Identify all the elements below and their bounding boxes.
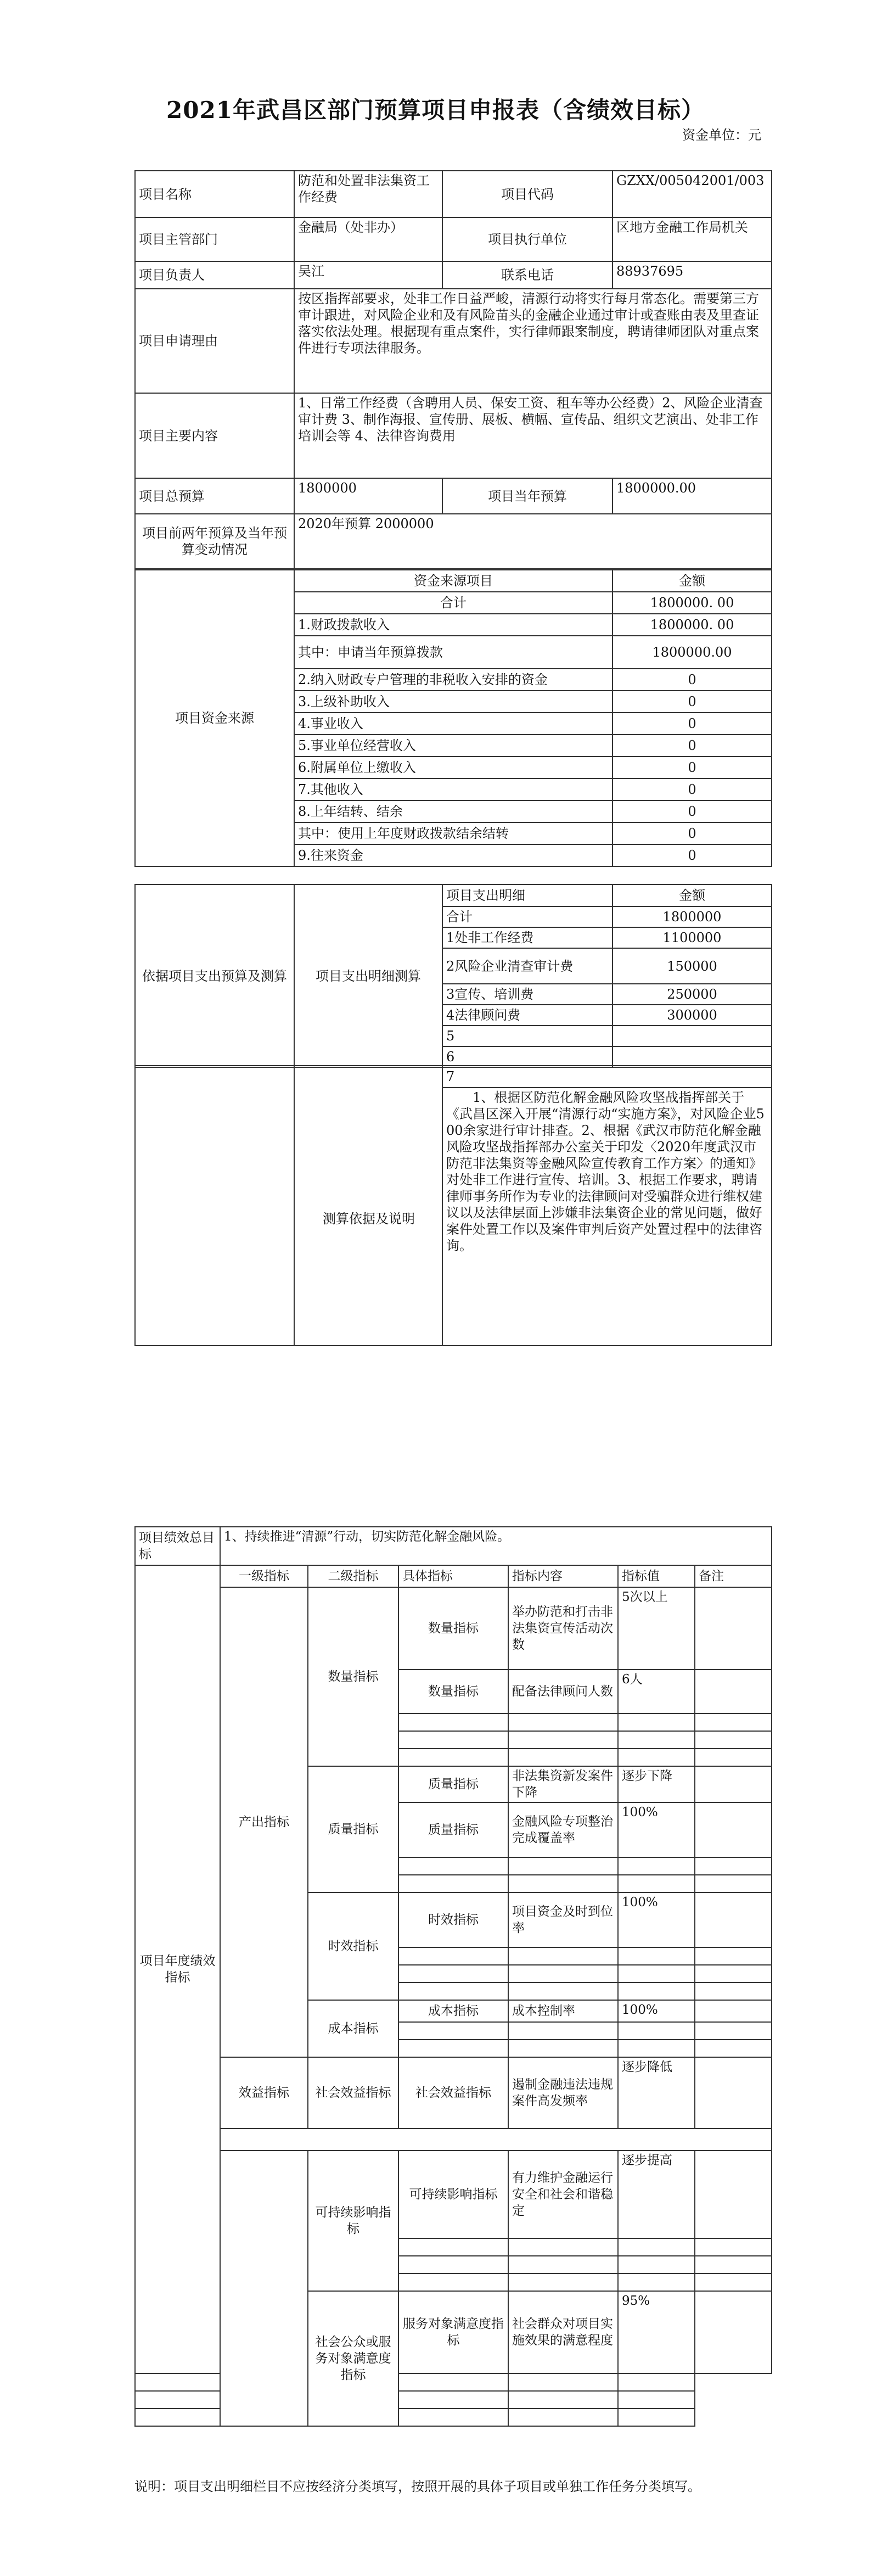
total-budget-label: 项目总预算: [135, 478, 294, 514]
expense-item: 3宣传、培训费: [442, 984, 612, 1005]
perf-level2-label: 成本指标: [308, 2000, 398, 2057]
perf-header-0: 一级指标: [220, 1565, 308, 1587]
perf-indicator-content: 遏制金融违法违规案件高发频率: [508, 2057, 618, 2129]
perf-indicator-name: 可持续影响指标: [398, 2151, 508, 2238]
perf-indicator-value: 100%: [618, 1892, 695, 1947]
perf-remark: [695, 2151, 772, 2238]
perf-row: [135, 2057, 772, 2129]
fund-item: 5.事业单位经营收入: [294, 735, 612, 757]
perf-indicator-value: 逐步下降: [618, 1766, 695, 1802]
current-budget-value: 1800000.00: [612, 478, 772, 514]
perf-indicator-name: 服务对象满意度指标: [398, 2291, 508, 2373]
perf-indicator-value: 100%: [618, 2000, 695, 2022]
perf-indicator-value: 逐步降低: [618, 2057, 695, 2129]
perf-blank-cell: [398, 1875, 508, 1892]
perf-blank-cell: [695, 2256, 772, 2273]
current-budget-label: 项目当年预算: [442, 478, 612, 514]
basis-table: [134, 1065, 772, 1346]
perf-blank-cell: [618, 2409, 695, 2426]
perf-blank-cell: [398, 1965, 508, 1983]
perf-blank-cell: [135, 2391, 220, 2409]
perf-header-4: 指标值: [618, 1565, 695, 1587]
fund-amount: 1800000. 00: [612, 592, 772, 614]
perf-header-2: 具体指标: [398, 1565, 508, 1587]
fund-section-label: 项目资金来源: [135, 570, 294, 866]
perf-blank-cell: [695, 2022, 772, 2040]
perf-blank-cell: [398, 2273, 508, 2291]
expense-detail-label: 项目支出明细测算: [294, 884, 442, 1067]
perf-blank-cell: [695, 2040, 772, 2057]
basis-label: 测算依据及说明: [323, 1211, 415, 1227]
content-value: 1、日常工作经费（含聘用人员、保安工资、租车等办公经费）2、风险企业清查审计费 3、制作海报、宣传册、展板、横幅、宣传品、组织文艺演出、处非工作培训会等 4、法律咨询费用: [294, 393, 772, 478]
fund-item: 2.纳入财政专户管理的非税收入安排的资金: [294, 669, 612, 691]
performance-table: [134, 1526, 772, 2427]
perf-blank-cell: [398, 2022, 508, 2040]
perf-blank-cell: [398, 1983, 508, 2000]
perf-goal-value: 1、持续推进“清源”行动，切实防范化解金融风险。: [220, 1527, 772, 1565]
perf-level2-label: 社会公众或服务对象满意度指标: [308, 2291, 398, 2426]
expense-amount: 1800000: [612, 906, 772, 927]
content-label: 项目主要内容: [135, 393, 294, 478]
perf-level2-label: 时效指标: [308, 1892, 398, 2000]
perf-blank-cell: [618, 2391, 695, 2409]
fund-header-item: 资金来源项目: [294, 570, 612, 592]
expense-amount: [612, 1046, 772, 1067]
perf-indicator-name: 时效指标: [398, 1892, 508, 1947]
perf-blank-cell: [398, 2256, 508, 2273]
expense-item: 6: [442, 1046, 612, 1067]
fund-amount: 1800000. 00: [612, 614, 772, 636]
perf-level2-label: 可持续影响指标: [308, 2151, 398, 2291]
perf-header-3: 指标内容: [508, 1565, 618, 1587]
perf-level2-label: 社会效益指标: [308, 2057, 398, 2129]
dept-value: 金融局（处非办）: [294, 217, 442, 261]
perf-blank-cell: [508, 1875, 618, 1892]
expense-header-item: 项目支出明细: [442, 884, 612, 906]
perf-indicator-content: 举办防范和打击非法集资宣传活动次数: [508, 1587, 618, 1670]
exec-unit-value: 区地方金融工作局机关: [612, 217, 772, 261]
perf-remark: [695, 2057, 772, 2129]
perf-blank-cell: [508, 1947, 618, 1965]
perf-blank-cell: [618, 1983, 695, 2000]
perf-blank-cell: [508, 2273, 618, 2291]
expense-header-amount: 金额: [612, 884, 772, 906]
reason-label: 项目申请理由: [135, 289, 294, 393]
expense-amount: [612, 1026, 772, 1046]
perf-blank-cell: [618, 2373, 695, 2391]
perf-blank-cell: [695, 1749, 772, 1766]
perf-blank-cell: [508, 2040, 618, 2057]
expense-row-7: 7: [442, 1066, 772, 1088]
perf-blank-cell: [398, 2238, 508, 2256]
perf-blank-cell: [695, 1875, 772, 1892]
project-info-table: [134, 170, 772, 569]
perf-remark: [695, 2000, 772, 2022]
perf-blank-cell: [618, 2238, 695, 2256]
expense-section-label: 依据项目支出预算及测算: [135, 884, 294, 1067]
perf-blank-cell: [618, 1713, 695, 1731]
perf-blank-cell: [695, 1947, 772, 1965]
project-name-label: 项目名称: [135, 171, 294, 217]
expense-amount: 1100000: [612, 927, 772, 948]
perf-blank-cell: [220, 2129, 772, 2151]
basis-text: 1、根据区防范化解金融风险攻坚战指挥部关于《武昌区深入开展“清源行动“实施方案》，对风险企业500余家进行审计排查。2、根据《武汉市防范化解金融风险攻坚战指挥部办公室关于印发〈2020年度武汉市防范非法集资等金融风险宣传教育工作方案〉的通知》对处非工作进行宣传、培训。3、根据工作要求，聘请律师事务所作为专业的法律顾问对受骗群众进行维权建议以及法律层面上涉嫌非法集资企业的常见问题，做好案件处置工作以及案件审判后资产处置过程中的法律咨询。: [442, 1088, 772, 1346]
perf-indicator-content: 成本控制率: [508, 2000, 618, 2022]
phone-value: 88937695: [612, 261, 772, 289]
perf-blank-cell: [508, 1965, 618, 1983]
project-name-value: 防范和处置非法集资工作经费: [294, 171, 442, 217]
phone-label: 联系电话: [442, 261, 612, 289]
fund-amount: 0: [612, 713, 772, 735]
perf-indicator-value: 100%: [618, 1802, 695, 1857]
perf-blank-cell: [618, 2040, 695, 2057]
perf-remark: [695, 2291, 772, 2373]
perf-output-label: 产出指标: [220, 1587, 308, 2057]
fund-amount: 1800000.00: [612, 636, 772, 669]
perf-indicator-value: 逐步提高: [618, 2151, 695, 2238]
perf-indicator-value: 95%: [618, 2291, 695, 2373]
perf-blank-cell: [618, 1965, 695, 1983]
leader-value: 吴江: [294, 261, 442, 289]
perf-blank-cell: [398, 1857, 508, 1875]
expense-amount: 300000: [612, 1005, 772, 1026]
perf-indicator-name: 质量指标: [398, 1766, 508, 1802]
perf-indicator-content: 项目资金及时到位率: [508, 1892, 618, 1947]
perf-indicator-name: 质量指标: [398, 1802, 508, 1857]
perf-remark: [695, 1670, 772, 1713]
perf-blank-cell: [695, 2273, 772, 2291]
perf-level2-label: 数量指标: [308, 1587, 398, 1766]
perf-blank-cell: [398, 2409, 508, 2426]
fund-amount: 0: [612, 691, 772, 713]
fund-amount: 0: [612, 822, 772, 844]
expense-item: 1处非工作经费: [442, 927, 612, 948]
fund-item: 7.其他收入: [294, 779, 612, 800]
prev-budget-label: 项目前两年预算及当年预算变动情况: [135, 514, 294, 569]
perf-indicator-value: 6人: [618, 1670, 695, 1713]
fund-amount: 0: [612, 757, 772, 779]
perf-blank-cell: [618, 1875, 695, 1892]
perf-blank-cell: [695, 1857, 772, 1875]
perf-header-1: 二级指标: [308, 1565, 398, 1587]
perf-blank-cell: [398, 1713, 508, 1731]
perf-goal-label: 项目绩效总目标: [135, 1527, 220, 1565]
perf-blank-cell: [508, 2256, 618, 2273]
perf-blank-cell: [398, 2391, 508, 2409]
expense-item: 2风险企业清查审计费: [442, 948, 612, 984]
fund-item: 6.附属单位上缴收入: [294, 757, 612, 779]
unit-label: 资金单位：元: [682, 127, 761, 143]
perf-blank-cell: [508, 2373, 618, 2391]
perf-blank-cell: [508, 1731, 618, 1749]
perf-indicator-content: 非法集资新发案件下降: [508, 1766, 618, 1802]
perf-blank-cell: [695, 1731, 772, 1749]
perf-blank-cell: [508, 1857, 618, 1875]
perf-indicator-content: 社会群众对项目实施效果的满意程度: [508, 2291, 618, 2373]
perf-blank-cell: [398, 1749, 508, 1766]
fund-amount: 0: [612, 735, 772, 757]
perf-blank-cell: [695, 1713, 772, 1731]
perf-blank-cell: [398, 2373, 508, 2391]
expense-amount: 150000: [612, 948, 772, 984]
reason-value: 按区指挥部要求，处非工作日益严峻，清源行动将实行每月常态化。需要第三方审计跟进，对风险企业和及有风险苗头的金融企业通过审计或查账由表及里查证落实依法处理。根据现有重点案件，实行律师跟案制度，聘请律师团队对重点案件进行专项法律服务。: [294, 289, 772, 393]
fund-item: 其中：申请当年预算拨款: [294, 636, 612, 669]
perf-indicator-content: 有力维护金融运行安全和社会和谐稳定: [508, 2151, 618, 2238]
footnote: 说明：项目支出明细栏目不应按经济分类填写，按照开展的具体子项目或单独工作任务分类填写。: [134, 2479, 701, 2494]
fund-amount: 0: [612, 844, 772, 866]
fund-source-table: [134, 569, 772, 867]
fund-amount: 0: [612, 800, 772, 822]
perf-blank-cell: [618, 2273, 695, 2291]
perf-row: [135, 2129, 772, 2151]
perf-indicator-name: 成本指标: [398, 2000, 508, 2022]
perf-row: [135, 1565, 772, 1587]
perf-blank-cell: [618, 1749, 695, 1766]
perf-remark: [695, 1587, 772, 1670]
perf-indicator-value: 5次以上: [618, 1587, 695, 1670]
perf-row: [135, 1587, 772, 1670]
page-title: 2021年武昌区部门预算项目申报表（含绩效目标）: [166, 97, 705, 124]
expense-amount: 250000: [612, 984, 772, 1005]
perf-blank-cell: [618, 1857, 695, 1875]
perf-indicator-name: 社会效益指标: [398, 2057, 508, 2129]
perf-indicator-content: 配备法律顾问人数: [508, 1670, 618, 1713]
perf-benefit-label: 效益指标: [220, 2057, 308, 2129]
perf-annual-label: 项目年度绩效指标: [135, 1565, 220, 2373]
perf-blank-cell: [508, 2409, 618, 2426]
perf-blank-cell: [135, 2373, 220, 2391]
expense-item: 合计: [442, 906, 612, 927]
perf-blank-cell: [618, 1731, 695, 1749]
perf-row: [135, 2151, 772, 2238]
exec-unit-label: 项目执行单位: [442, 217, 612, 261]
fund-item: 8.上年结转、结余: [294, 800, 612, 822]
fund-amount: 0: [612, 669, 772, 691]
perf-indicator-name: 数量指标: [398, 1670, 508, 1713]
perf-blank-cell: [398, 1731, 508, 1749]
perf-benefit-cont: [220, 2151, 308, 2426]
perf-blank-cell: [695, 2238, 772, 2256]
perf-indicator-content: 金融风险专项整治完成覆盖率: [508, 1802, 618, 1857]
perf-blank-cell: [135, 2409, 220, 2426]
perf-blank-cell: [508, 1983, 618, 2000]
perf-blank-cell: [508, 2238, 618, 2256]
project-code-value: GZXX/005042001/003: [612, 171, 772, 217]
perf-indicator-name: 数量指标: [398, 1587, 508, 1670]
perf-blank-cell: [508, 1749, 618, 1766]
dept-label: 项目主管部门: [135, 217, 294, 261]
fund-item: 3.上级补助收入: [294, 691, 612, 713]
total-budget-value: 1800000: [294, 478, 442, 514]
leader-label: 项目负责人: [135, 261, 294, 289]
fund-item: 4.事业收入: [294, 713, 612, 735]
perf-blank-cell: [695, 1965, 772, 1983]
perf-blank-cell: [618, 1947, 695, 1965]
perf-remark: [695, 1892, 772, 1947]
prev-budget-value: 2020年预算 2000000: [294, 514, 772, 569]
perf-blank-cell: [618, 2022, 695, 2040]
perf-blank-cell: [398, 1947, 508, 1965]
expense-table: [134, 884, 772, 1068]
fund-amount: 0: [612, 779, 772, 800]
project-code-label: 项目代码: [442, 171, 612, 217]
fund-item: 其中：使用上年度财政拨款结余结转: [294, 822, 612, 844]
fund-item: 合计: [294, 592, 612, 614]
perf-level2-label: 质量指标: [308, 1766, 398, 1892]
perf-remark: [695, 1766, 772, 1802]
fund-header-amount: 金额: [612, 570, 772, 592]
perf-remark: [695, 1802, 772, 1857]
fund-item: 9.往来资金: [294, 844, 612, 866]
perf-header-5: 备注: [695, 1565, 772, 1587]
expense-item: 5: [442, 1026, 612, 1046]
perf-blank-cell: [695, 1983, 772, 2000]
perf-blank-cell: [618, 2256, 695, 2273]
fund-item: 1.财政拨款收入: [294, 614, 612, 636]
perf-blank-cell: [508, 1713, 618, 1731]
expense-item: 4法律顾问费: [442, 1005, 612, 1026]
perf-blank-cell: [398, 2040, 508, 2057]
perf-blank-cell: [508, 2022, 618, 2040]
perf-blank-cell: [508, 2391, 618, 2409]
